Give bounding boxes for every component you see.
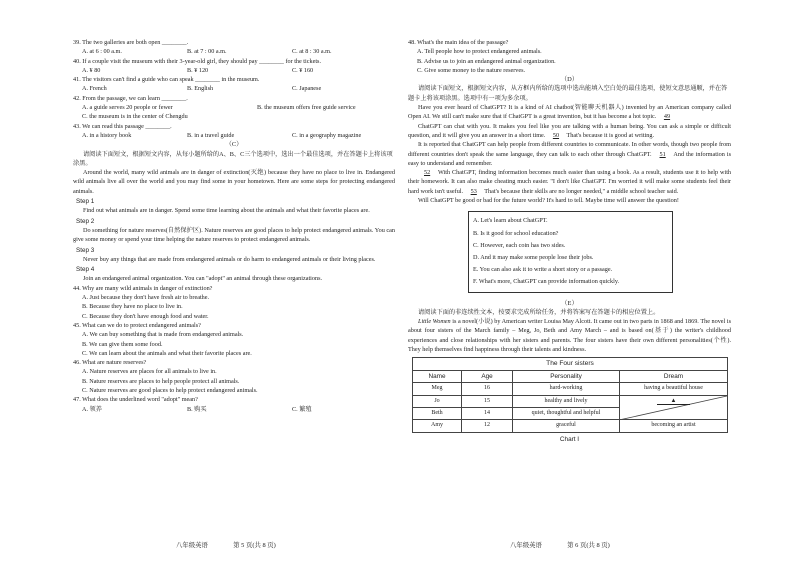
cell-age: 15 [462, 395, 513, 407]
passage-d-paragraph-1 [408, 103, 731, 122]
paragraph-text: That's because their skills are no longer needed," a middle school teacher said. [484, 187, 679, 195]
box-option-a[interactable]: A. Let's learn about ChatGPT. [473, 217, 548, 225]
option-c[interactable]: C. ¥ 160 [292, 66, 314, 74]
cell-dream-blank[interactable] [620, 395, 728, 420]
cell-dream: having a beautiful house [620, 383, 728, 395]
four-sisters-table [412, 357, 728, 432]
step-4-text: Join an endangered animal organization. You can "adopt" an animal through these organizations. [83, 275, 323, 283]
paragraph-text: It is reported that ChatGPT can help people from different countries to communicate. In other words, though two people from different countries don't speak the same language, they can talk to each other through ChatGPT. [408, 141, 731, 158]
question-39: 39. The two galleries are both open ________. [73, 39, 189, 46]
table-row [413, 395, 728, 407]
footer-subject: 八年级英语 [510, 542, 542, 549]
question-47-options [73, 405, 395, 414]
option-c[interactable]: C. Japanese [292, 85, 322, 93]
box-option-e[interactable]: E. You can also ask it to write a short story or a passage. [473, 266, 613, 274]
option-b[interactable]: B. 购买 [187, 405, 207, 413]
blank-49[interactable]: 49 [663, 113, 671, 121]
option-b[interactable]: B. at 7 : 00 a.m. [187, 48, 227, 56]
cell-personality: quiet, thoughtful and helpful [513, 407, 620, 419]
question-47: 47. What does the underlined word "adopt" mean? [73, 396, 198, 404]
table-title: The Four sisters [413, 358, 728, 370]
cell-personality: graceful [513, 420, 620, 432]
paragraph-text: is a novel(小说) by American writer Louisa May Alcott. It came out in two parts in 1868 and 1869. The novel is about four sisters of the March family – Meg, Jo, Beth and Amy March – and is based on(基于) the writer's childhood experiences and close relationships with her sisters and parents. The four sisters have their own different personalities(个性). They help themselves find happiness through their talents and kindness. [408, 318, 731, 354]
option-b[interactable]: B. the museum offers free guide service [257, 104, 356, 112]
cell-name: Jo [413, 395, 462, 407]
section-d-heading: （D） [560, 76, 579, 84]
paragraph-text: With ChatGPT, finding information becomes much easier than using a book. As a result, students use it to help with their homework. It can also make cheating much easier. "I don't like ChatGPT. I'm worried it will make some students feel their hard work isn't useful. [408, 169, 732, 195]
question-45: 45. What can we do to protect endangered animals? [73, 321, 201, 329]
question-41: 41. The visitors can't find a guide who can speak ________ in the museum. [73, 76, 260, 84]
option-a[interactable]: A. Nature reserves are places for all animals to live in. [82, 368, 217, 376]
option-b[interactable]: B. Nature reserves are places to help people protect all animals. [82, 377, 240, 385]
section-e-heading: （E） [561, 299, 578, 307]
blank-53[interactable]: 53 [470, 187, 477, 195]
section-c-instructions: 请阅读下面短文，根据短文内容，从每小题所给的A、B、C三个选项中，选出一个最佳选项，并在答题卡上将该项涂黑。 [73, 150, 393, 167]
option-c[interactable]: C. in a geography magazine [292, 131, 362, 139]
right-page [408, 38, 731, 444]
question-41-options [73, 84, 395, 93]
column-header-name: Name [413, 370, 462, 382]
option-a[interactable]: A. 领养 [82, 405, 102, 413]
footer-subject: 八年级英语 [176, 542, 208, 549]
cell-name: Meg [413, 383, 462, 395]
option-b[interactable]: B. ¥ 120 [187, 66, 209, 74]
right-footer [510, 540, 610, 549]
paragraph-text: And the information is easy to understand and remember. [408, 150, 732, 167]
passage-d-paragraph-4 [408, 168, 731, 196]
option-a[interactable]: A. Just because they don't have fresh air to breathe. [82, 294, 210, 302]
paragraph-text: ChatGPT can chat with you. It makes you feel like you are talking with a human being. You can ask a simple or difficult question, and it will give you an answer in a short time. [408, 122, 731, 139]
passage-d-paragraph-3 [408, 140, 731, 168]
question-40: 40. If a couple visit the museum with their 3-year-old girl, they should pay ________ for the tickets. [73, 57, 322, 65]
option-a[interactable]: A. French [82, 85, 107, 93]
table-row [413, 420, 728, 432]
option-b[interactable]: B. We can give them some food. [82, 340, 163, 348]
option-a[interactable]: A. in a history book [82, 131, 132, 139]
options-box [468, 211, 673, 292]
step-3-heading: Step 3 [76, 246, 95, 254]
table-row [413, 383, 728, 395]
footer-page-number: 第 5 页(共 8 页) [233, 542, 276, 549]
option-c[interactable]: C. at 8 : 30 a.m. [292, 48, 332, 56]
cell-name: Beth [413, 407, 462, 419]
option-c[interactable]: C. Give some money to the nature reserves. [417, 66, 526, 74]
question-42: 42. From the passage, we can learn ________. [73, 94, 188, 102]
passage-d-paragraph-2 [408, 122, 731, 141]
question-48: 48. What's the main idea of the passage? [408, 39, 509, 46]
step-1-heading: Step 1 [76, 198, 95, 206]
column-header-dream: Dream [620, 370, 728, 382]
cell-name: Amy [413, 420, 462, 432]
option-a[interactable]: A. at 6 : 00 a.m. [82, 48, 122, 56]
footer-page-number: 第 6 页(共 8 页) [567, 542, 610, 549]
option-c[interactable]: C. 繁殖 [292, 405, 312, 413]
blank-50[interactable]: 50 [552, 131, 560, 139]
question-43-options [73, 131, 395, 140]
cell-personality: hard-working [513, 383, 620, 395]
section-c-heading: （C） [225, 141, 243, 149]
option-c[interactable]: C. We can learn about the animals and what their favorite places are. [82, 349, 252, 357]
box-option-d[interactable]: D. And it may make some people lose their jobs. [473, 253, 594, 261]
option-b[interactable]: B. in a travel guide [187, 131, 235, 139]
column-header-age: Age [462, 370, 513, 382]
left-footer [176, 540, 276, 549]
chart-caption: Chart I [559, 435, 580, 443]
box-option-f[interactable]: F. What's more, ChatGPT can provide information quickly. [473, 278, 620, 286]
passage-d-paragraph-5: Will ChatGPT be good or bad for the future world? It's hard to tell. Maybe time will answer the question! [418, 197, 679, 205]
box-option-c[interactable]: C. However, each coin has two sides. [473, 241, 566, 249]
option-c[interactable]: C. Because they don't have enough food and water. [82, 312, 209, 320]
question-44: 44. Why are many wild animals in danger of extinction? [73, 284, 213, 292]
column-header-personality: Personality [513, 370, 620, 382]
cell-age: 14 [462, 407, 513, 419]
question-40-options [73, 66, 395, 75]
option-a[interactable]: A. We can buy something that is made from endangered animals. [82, 331, 244, 339]
cell-age: 12 [462, 420, 513, 432]
section-e-instructions: 请阅读下面的非连续性文本，按要求完成所给任务，并将答案写在答题卡的相应位置上。 [418, 308, 660, 316]
option-c[interactable]: C. Nature reserves are good places to help protect endangered animals. [82, 386, 258, 394]
cell-personality: healthy and lively [513, 395, 620, 407]
option-c[interactable]: C. the museum is in the center of Chengdu [82, 113, 188, 121]
book-title: Little Women [418, 318, 451, 326]
option-b[interactable]: B. Because they have no place to live in. [82, 303, 183, 311]
question-43: 43. We can read this passage ________. [73, 122, 172, 130]
step-2-text: Do something for nature reserves(自然保护区). Nature reserves are good places to help protect endangered animals. You can give some money or spend your time helping the nature reserves to protect endangered animals. [73, 226, 395, 244]
question-42-options-ab [73, 103, 395, 112]
box-option-b[interactable]: B. Is it good for school education? [473, 229, 559, 237]
paragraph-text: Have you ever heard of ChatGPT? It is a kind of AI chatbot(智能聊天机器人) invented by an American company called Open AI. We still can't make sure that if ChatGPT is a great invention, but it has become a hot topic. [408, 104, 731, 121]
option-a[interactable]: A. a guide serves 20 people or fewer [82, 104, 173, 112]
left-page [73, 38, 395, 414]
passage-c-intro: Around the world, many wild animals are in danger of extinction(灭绝) because they have no place to live in. Endangered wild animals live all over the world and you may find some in your hometown. Here are some steps for protecting endangered animals. [73, 169, 395, 195]
table-header-row [413, 370, 728, 382]
step-4-heading: Step 4 [76, 266, 95, 274]
option-b[interactable]: B. Advise us to join an endangered animal organization. [417, 57, 556, 65]
question-46: 46. What are nature reserves? [73, 359, 147, 367]
passage-e-paragraph [408, 317, 731, 354]
paragraph-text: That's because it is good at writing. [566, 131, 655, 139]
option-b[interactable]: B. English [187, 85, 214, 93]
question-39-options [73, 47, 395, 56]
cell-dream: becoming an artist [620, 420, 728, 432]
blank-51[interactable]: 51 [659, 150, 666, 158]
option-a[interactable]: A. ¥ 80 [82, 66, 101, 74]
section-d-instructions: 请阅读下面短文，根据短文内容，从方框内所给的选项中选出能填入空白处的最佳选项，使短文意思通顺，并在答题卡上将该项涂黑。选项中有一项为多余项。 [408, 85, 728, 102]
step-2-heading: Step 2 [76, 217, 95, 225]
blank-52[interactable]: 52 [424, 169, 431, 177]
step-3-text: Never buy any things that are made from endangered animals or do harm to endangered animals or their living places. [83, 255, 376, 263]
answer-blank-triangle[interactable]: ▲ [657, 398, 691, 405]
cell-age: 16 [462, 383, 513, 395]
option-a[interactable]: A. Tell people how to protect endangered animals. [417, 48, 542, 56]
step-1-text: Find out what animals are in danger. Spend some time learning about the animals and what their favorite places are. [83, 207, 370, 215]
